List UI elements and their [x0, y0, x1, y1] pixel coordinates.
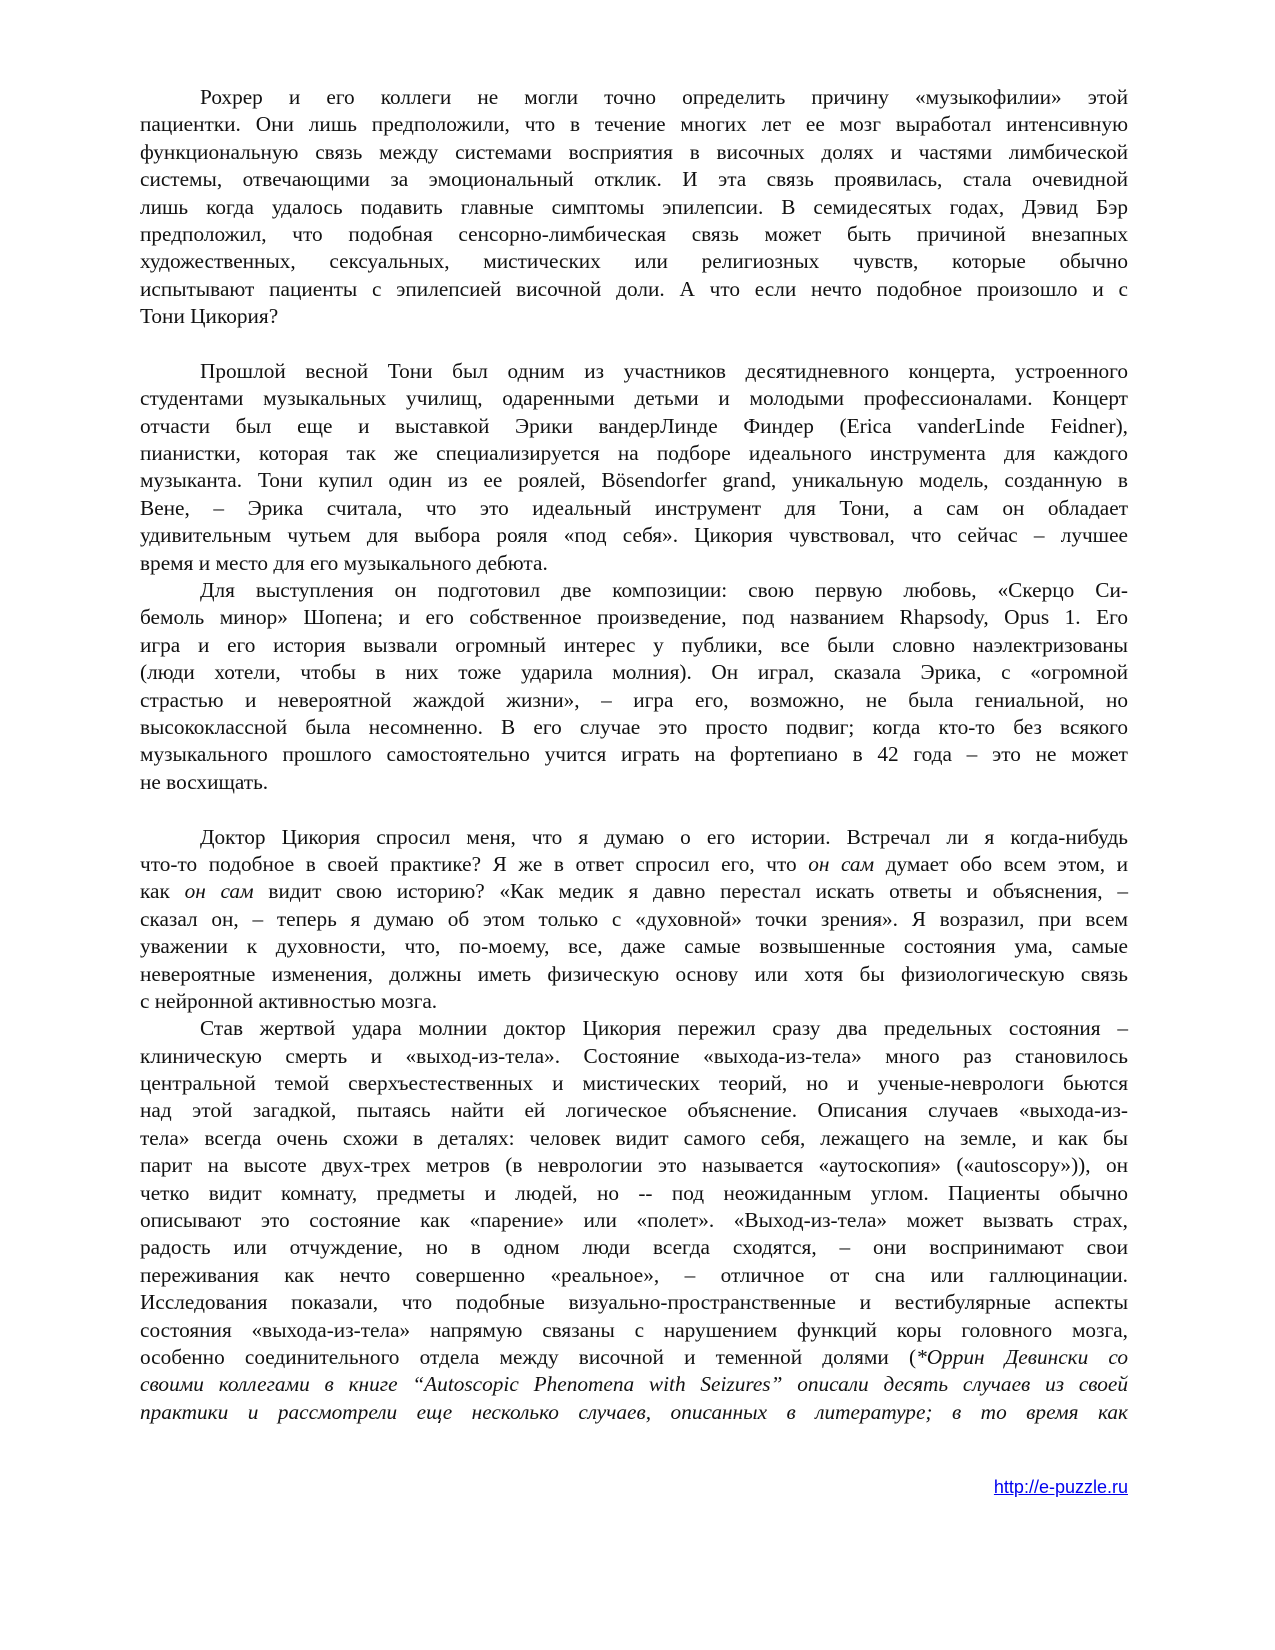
text-line — [140, 659, 1128, 686]
text-line — [140, 577, 1128, 604]
text-run: отчасти был еще и выставкой Эрики вандерЛинде Финдер (Erica vanderLinde Feidner), — [140, 413, 1128, 438]
text-run: высококлассной была несомненно. В его случае это просто подвиг; когда кто-то без всякого — [140, 714, 1128, 739]
text-run: думает обо всем этом, и — [874, 851, 1128, 876]
text-run: Для выступления он подготовил две композиции: свою первую любовь, «Скерцо Си- — [200, 578, 1128, 603]
text-line — [140, 467, 1128, 494]
text-run: музыкального прошлого самостоятельно учится играть на фортепиано в 42 года – это не может — [140, 742, 1128, 767]
text-run: невероятные изменения, должны иметь физическую основу или хотя бы физиологическую связь — [140, 961, 1128, 986]
text-run: (люди хотели, чтобы в них тоже ударила молния). Он играл, сказала Эрика, с «огромной — [140, 660, 1128, 685]
text-line — [140, 495, 1128, 522]
text-line — [140, 358, 1128, 385]
text-run: музыканта. Тони купил один из ее роялей, Bösendorfer grand, уникальную модель, созданную в — [140, 468, 1128, 493]
text-line — [140, 988, 1128, 1015]
text-run: уважении к духовности, что, по-моему, все, даже самые возвышенные состояния ума, самые — [140, 934, 1128, 959]
document-body — [140, 84, 1128, 1454]
italic-text: *Оррин Девински со — [916, 1344, 1128, 1369]
text-line — [140, 550, 1128, 577]
text-line — [140, 1180, 1128, 1207]
text-line — [140, 1317, 1128, 1344]
text-line — [140, 933, 1128, 960]
text-run: тела» всегда очень схожи в деталях: человек видит самого себя, лежащего на земле, и как бы — [140, 1125, 1128, 1150]
text-run: переживания как нечто совершенно «реальное», – отличное от сна или галлюцинации. — [140, 1262, 1128, 1287]
text-line — [140, 139, 1128, 166]
text-run: Тони Цикория? — [140, 304, 279, 329]
text-line — [140, 1070, 1128, 1097]
text-section — [140, 358, 1128, 796]
text-line — [140, 604, 1128, 631]
text-run: как — [140, 879, 185, 904]
footer-link[interactable]: http://e-puzzle.ru — [993, 1477, 1128, 1497]
text-run: бемоль минор» Шопена; и его собственное произведение, под названием Rhapsody, Opus 1. Его — [140, 605, 1128, 630]
text-run: не восхищать. — [140, 769, 269, 794]
text-run: системы, отвечающими за эмоциональный отклик. И эта связь проявилась, стала очевидной — [140, 167, 1128, 192]
text-line — [140, 111, 1128, 138]
text-run: описывают это состояние как «парение» или «полет». «Выход-из-тела» может вызвать страх, — [140, 1208, 1128, 1233]
italic-text: он сам — [808, 851, 875, 876]
text-run: Исследования показали, что подобные визуально-пространственные и вестибулярные аспекты — [140, 1290, 1128, 1315]
text-run: сказал он, – теперь я думаю об этом только с «духовной» точки зрения». Я возразил, при всем — [140, 906, 1128, 931]
text-line — [140, 1097, 1128, 1124]
text-line — [140, 84, 1128, 111]
text-line — [140, 741, 1128, 768]
text-line — [140, 824, 1128, 851]
text-run: над этой загадкой, пытаясь найти ей логическое объяснение. Описания случаев «выхода-из- — [140, 1098, 1128, 1123]
text-line — [140, 1015, 1128, 1042]
text-run: пациентки. Они лишь предположили, что в течение многих лет ее мозг выработал интенсивную — [140, 112, 1128, 137]
text-run: студентами музыкальных училищ, одаренными детьми и молодыми профессионалами. Концерт — [140, 386, 1128, 411]
text-run: Вене, – Эрика считала, что это идеальный инструмент для Тони, а сам он обладает — [140, 495, 1128, 520]
text-run: видит свою историю? «Как медик я давно перестал искать ответы и объяснения, – — [253, 879, 1129, 904]
text-line — [140, 906, 1128, 933]
text-run: испытывают пациенты с эпилепсией височной доли. А что если нечто подобное произошло и с — [140, 276, 1128, 301]
text-run: Прошлой весной Тони был одним из участников десятидневного концерта, устроенного — [200, 358, 1128, 383]
text-run: с нейронной активностью мозга. — [140, 988, 438, 1013]
text-run: страстью и невероятной жаждой жизни», – игра его, возможно, не была гениальной, но — [140, 687, 1128, 712]
text-line — [140, 714, 1128, 741]
text-line — [140, 248, 1128, 275]
text-line — [140, 1043, 1128, 1070]
text-line — [140, 166, 1128, 193]
text-run: пианистки, которая так же специализируется на подборе идеального инструмента для каждого — [140, 441, 1128, 466]
text-line — [140, 632, 1128, 659]
text-run: особенно соединительного отдела между височной и теменной долями ( — [140, 1344, 917, 1369]
text-line — [140, 687, 1128, 714]
text-run: предположил, что подобная сенсорно-лимбическая связь может быть причиной внезапных — [140, 221, 1128, 246]
text-run: Став жертвой удара молнии доктор Цикория пережил сразу два предельных состояния – — [200, 1016, 1128, 1041]
text-line — [140, 303, 1128, 330]
text-run: время и место для его музыкального дебюта. — [140, 550, 548, 575]
text-line — [140, 1399, 1128, 1426]
text-line — [140, 1125, 1128, 1152]
text-line — [140, 769, 1128, 796]
text-run: удивительным чутьем для выбора рояля «под себя». Цикория чувствовал, что сейчас – лучшее — [140, 523, 1128, 548]
text-line — [140, 961, 1128, 988]
text-line — [140, 1371, 1128, 1398]
text-line — [140, 385, 1128, 412]
text-run: лишь когда удалось подавить главные симптомы эпилепсии. В семидесятых годах, Дэвид Бэр — [140, 194, 1128, 219]
text-line — [140, 1152, 1128, 1179]
text-line — [140, 1207, 1128, 1234]
text-run: Доктор Цикория спросил меня, что я думаю о его истории. Встречал ли я когда-нибудь — [200, 824, 1128, 849]
italic-text: он сам — [184, 879, 254, 904]
text-run: художественных, сексуальных, мистических или религиозных чувств, которые обычно — [140, 249, 1128, 274]
text-run: четко видит комнату, предметы и людей, но -- под неожиданным углом. Пациенты обычно — [140, 1180, 1128, 1205]
text-section — [140, 824, 1128, 1427]
text-line — [140, 1344, 1128, 1371]
text-line — [140, 194, 1128, 221]
text-run: состояния «выхода-из-тела» напрямую связаны с нарушением функций коры головного мозга, — [140, 1317, 1128, 1342]
text-run: игра и его история вызвали огромный интерес у публики, все были словно наэлектризованы — [140, 632, 1128, 657]
text-line — [140, 413, 1128, 440]
text-run: что-то подобное в своей практике? Я же в ответ спросил его, что — [140, 851, 809, 876]
text-run: функциональную связь между системами восприятия в височных долях и частями лимбической — [140, 139, 1128, 164]
text-run: Рохрер и его коллеги не могли точно определить причину «музыкофилии» этой — [200, 85, 1128, 109]
text-section — [140, 84, 1128, 331]
italic-text: практики и рассмотрели еще несколько случаев, описанных в литературе; в то время как — [140, 1399, 1128, 1424]
text-line — [140, 276, 1128, 303]
text-line — [140, 440, 1128, 467]
paragraph — [140, 824, 1128, 1016]
paragraph — [140, 358, 1128, 577]
text-line — [140, 1234, 1128, 1261]
text-run: парит на высоте двух-трех метров (в неврологии это называется «аутоскопия» («autoscopy»)), он — [140, 1153, 1128, 1178]
text-run: центральной темой сверхъестественных и мистических теорий, но и ученые-неврологи бьются — [140, 1071, 1128, 1096]
paragraph — [140, 577, 1128, 796]
text-line — [140, 1289, 1128, 1316]
text-line — [140, 851, 1128, 878]
text-line — [140, 221, 1128, 248]
text-line — [140, 1262, 1128, 1289]
italic-text: своими коллегами в книге “Autoscopic Phenomena with Seizures” описали десять случаев из своей — [140, 1372, 1128, 1397]
text-run: радость или отчуждение, но в одном люди всегда сходятся, – они воспринимают свои — [140, 1235, 1128, 1260]
text-run: клиническую смерть и «выход-из-тела». Состояние «выхода-из-тела» много раз становилось — [140, 1043, 1128, 1068]
text-line — [140, 878, 1128, 905]
paragraph — [140, 1015, 1128, 1426]
text-line — [140, 522, 1128, 549]
paragraph — [140, 84, 1128, 331]
